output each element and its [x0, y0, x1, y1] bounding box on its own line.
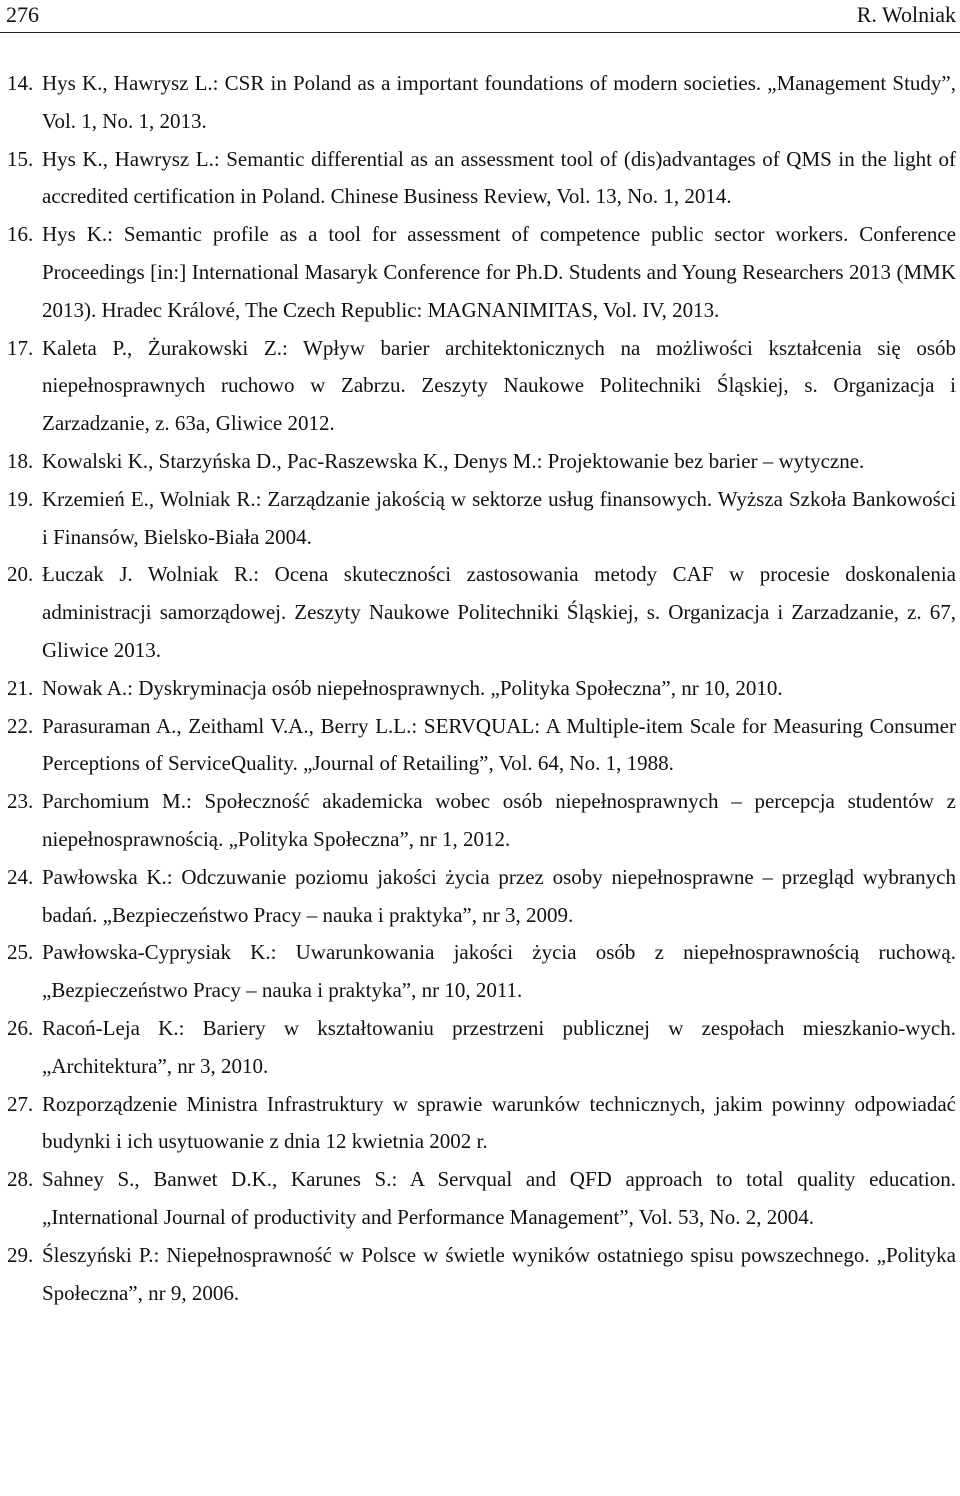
- reference-item-23: [0, 783, 960, 859]
- reference-item-21: [0, 670, 960, 708]
- reference-text: Parasuraman A., Zeithaml V.A., Berry L.L.: SERVQUAL: A Multiple-item Scale for Measuring Consumer Perceptions of ServiceQuality. „Journal of Retailing”, Vol. 64, No. 1, 1988.: [42, 713, 956, 776]
- reference-text: Kaleta P., Żurakowski Z.: Wpływ barier architektonicznych na możliwości kształcenia się osób niepełnosprawnych ruchowo w Zabrzu. Zeszyty Naukowe Politechniki Śląskiej, s. Organizacja i Zarzadzanie, z. 63a, Gliwice 2012.: [42, 335, 956, 436]
- reference-text: Nowak A.: Dyskryminacja osób niepełnosprawnych. „Polityka Społeczna”, nr 10, 2010.: [42, 675, 783, 700]
- reference-text: Łuczak J. Wolniak R.: Ocena skuteczności zastosowania metody CAF w procesie doskonalenia administracji samorządowej. Zeszyty Naukowe Politechniki Śląskiej, s. Organizacja i Zarzadzanie, z. 67, Gliwice 2013.: [42, 562, 956, 662]
- reference-text: Pawłowska K.: Odczuwanie poziomu jakości życia przez osoby niepełnosprawne – przegląd wybranych badań. „Bezpieczeństwo Pracy – nauka i praktyka”, nr 3, 2009.: [42, 864, 956, 927]
- reference-item-27: [0, 1086, 960, 1162]
- reference-item-14: [0, 65, 960, 141]
- reference-number: 20.: [7, 562, 34, 587]
- reference-item-19: [0, 481, 960, 557]
- reference-number: 21.: [7, 675, 34, 700]
- reference-number: 23.: [7, 789, 34, 814]
- reference-number: 26.: [7, 1015, 34, 1040]
- reference-item-28: [0, 1161, 960, 1237]
- reference-item-26: [0, 1010, 960, 1086]
- page-number: 276: [6, 2, 39, 27]
- reference-text: Kowalski K., Starzyńska D., Pac-Raszewska K., Denys M.: Projektowanie bez barier – wytyczne.: [42, 448, 865, 473]
- reference-text: Hys K.: Semantic profile as a tool for assessment of competence public sector workers. Conference Proceedings [in:] International Masaryk Conference for Ph.D. Students and Young Researchers 2013 (MMK 2013). Hradec Králové, The Czech Republic: MAGNANIMITAS, Vol. IV, 2013.: [42, 222, 956, 322]
- reference-text: Hys K., Hawrysz L.: Semantic differential as an assessment tool of (dis)advantages of QMS in the light of accredited certification in Poland. Chinese Business Review, Vol. 13, No. 1, 2014.: [42, 146, 956, 209]
- reference-number: 22.: [7, 713, 34, 738]
- reference-item-22: [0, 708, 960, 784]
- reference-item-15: [0, 141, 960, 217]
- reference-item-16: [0, 216, 960, 329]
- reference-number: 16.: [7, 222, 34, 247]
- reference-text: Śleszyński P.: Niepełnosprawność w Polsce w świetle wyników ostatniego spisu powszechnego. „Polityka Społeczna”, nr 9, 2006.: [42, 1242, 956, 1305]
- reference-number: 25.: [7, 940, 34, 965]
- reference-list: [0, 65, 960, 1312]
- reference-text: Parchomium M.: Społeczność akademicka wobec osób niepełnosprawnych – percepcja studentów z niepełnosprawnością. „Polityka Społeczna”, nr 1, 2012.: [42, 789, 956, 851]
- reference-text: Rozporządzenie Ministra Infrastruktury w sprawie warunków technicznych, jakim powinny odpowiadać budynki i ich usytuowanie z dnia 12 kwietnia 2002 r.: [42, 1091, 956, 1154]
- reference-text: Racoń-Leja K.: Bariery w kształtowaniu przestrzeni publicznej w zespołach mieszkanio-wych. „Architektura”, nr 3, 2010.: [42, 1015, 956, 1078]
- reference-number: 29.: [7, 1242, 34, 1267]
- reference-number: 28.: [7, 1167, 34, 1192]
- reference-item-29: [0, 1237, 960, 1313]
- reference-item-17: [0, 330, 960, 443]
- reference-item-25: [0, 934, 960, 1010]
- reference-text: Hys K., Hawrysz L.: CSR in Poland as a important foundations of modern societies. „Management Study”, Vol. 1, No. 1, 2013.: [42, 71, 956, 133]
- reference-number: 19.: [7, 486, 34, 511]
- reference-number: 18.: [7, 448, 34, 473]
- reference-number: 17.: [7, 335, 34, 360]
- reference-number: 15.: [7, 146, 34, 171]
- reference-text: Pawłowska-Cyprysiak K.: Uwarunkowania jakości życia osób z niepełnosprawnością ruchową. „Bezpieczeństwo Pracy – nauka i praktyka”, nr 10, 2011.: [42, 940, 956, 1003]
- reference-number: 27.: [7, 1091, 34, 1116]
- reference-text: Sahney S., Banwet D.K., Karunes S.: A Servqual and QFD approach to total quality education. „International Journal of productivity and Performance Management”, Vol. 53, No. 2, 2004.: [42, 1167, 956, 1229]
- reference-text: Krzemień E., Wolniak R.: Zarządzanie jakością w sektorze usług finansowych. Wyższa Szkoła Bankowości i Finansów, Bielsko-Biała 2004.: [42, 486, 956, 549]
- reference-item-24: [0, 859, 960, 935]
- page-header: [0, 0, 960, 33]
- running-head: R. Wolniak: [856, 2, 956, 27]
- reference-number: 24.: [7, 864, 34, 889]
- reference-number: 14.: [7, 71, 34, 95]
- reference-item-20: [0, 556, 960, 669]
- reference-item-18: [0, 443, 960, 481]
